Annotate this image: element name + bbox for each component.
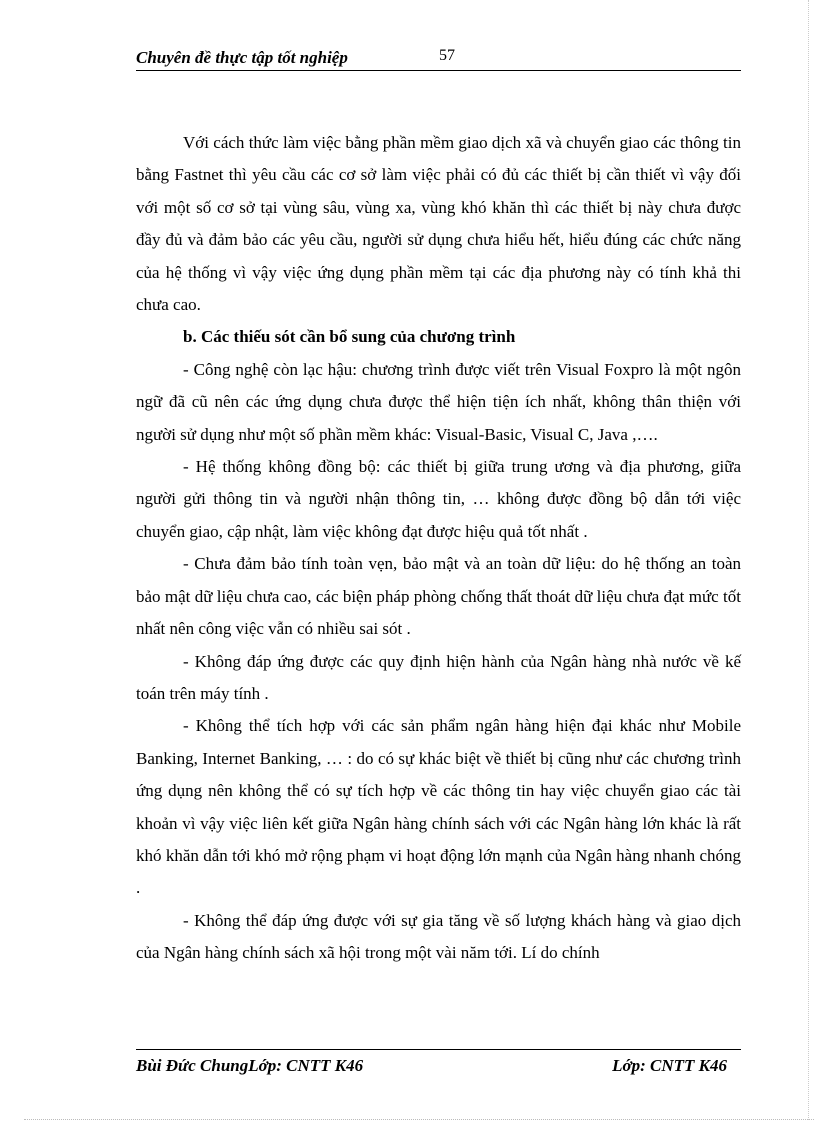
footer-author: Bùi Đức ChungLớp: CNTT K46 — [136, 1056, 364, 1075]
paragraph: - Hệ thống không đồng bộ: các thiết bị giữa trung ương và địa phương, giữa người gửi thông tin và người nhận thông tin, … không được đồng bộ dẫn tới việc chuyển giao, cập nhật, làm việc không đạt được hiệu quả tốt nhất . — [136, 457, 741, 541]
header-title: Chuyên đề thực tập tốt nghiệp — [136, 48, 348, 67]
paragraph: - Không thể đáp ứng được với sự gia tăng về số lượng khách hàng và giao dịch của Ngân hàng chính sách xã hội trong một vài năm tới. Lí do chính — [136, 910, 741, 963]
section-heading: b. Các thiếu sót cần bổ sung của chương trình — [183, 327, 516, 347]
paragraph: - Không đáp ứng được các quy định hiện hành của Ngân hàng nhà nước về kế toán trên máy tính . — [136, 651, 741, 703]
page-number: 57 — [439, 47, 455, 64]
page-edge-bottom — [24, 1119, 814, 1120]
page-edge-right — [808, 0, 809, 1120]
page-header — [136, 46, 741, 71]
document-body — [136, 127, 741, 970]
paragraph: - Công nghệ còn lạc hậu: chương trình được viết trên Visual Foxpro là một ngôn ngữ đã cũ nên các ứng dụng chưa được thể hiện tiện ích nhất, không thân thiện với người sử dụng như một số phần mềm khác: Visual-Basic, Visual C, Java ,…. — [136, 359, 741, 444]
paragraph: Với cách thức làm việc bằng phần mềm giao dịch xã và chuyển giao các thông tin bằng Fastnet thì yêu cầu các cơ sở làm việc phải có đủ các thiết bị cần thiết vì vậy đối với một số cơ sở tại vùng sâu, vùng xa, vùng khó khăn thì các thiết bị này chưa được đầy đủ và đảm bảo các yêu cầu, người sử dụng chưa hiểu hết, hiểu đúng các chức năng của hệ thống vì vậy việc ứng dụng phần mềm tại các địa phương này có tính khả thi chưa cao. — [136, 133, 741, 315]
paragraph: - Không thể tích hợp với các sản phẩm ngân hàng hiện đại khác như Mobile Banking, Internet Banking, … : do có sự khác biệt về thiết bị cũng như các chương trình ứng dụng nên không thể có sự tích hợp về các thông tin hay việc chuyển giao các tài khoản vì vậy việc liên kết giữa Ngân hàng chính sách với các Ngân hàng lớn khác là rất khó khăn dẫn tới khó mở rộng phạm vi hoạt động lớn mạnh của Ngân hàng nhanh chóng . — [136, 716, 741, 898]
footer-class: Lớp: CNTT K46 — [612, 1056, 727, 1075]
paragraph: - Chưa đảm bảo tính toàn vẹn, bảo mật và an toàn dữ liệu: do hệ thống an toàn bảo mật dữ liệu chưa cao, các biện pháp phòng chống thất thoát dữ liệu chưa đạt mức tốt nhất nên công việc vẫn có nhiều sai sót . — [136, 554, 741, 639]
page-footer — [136, 1049, 741, 1080]
